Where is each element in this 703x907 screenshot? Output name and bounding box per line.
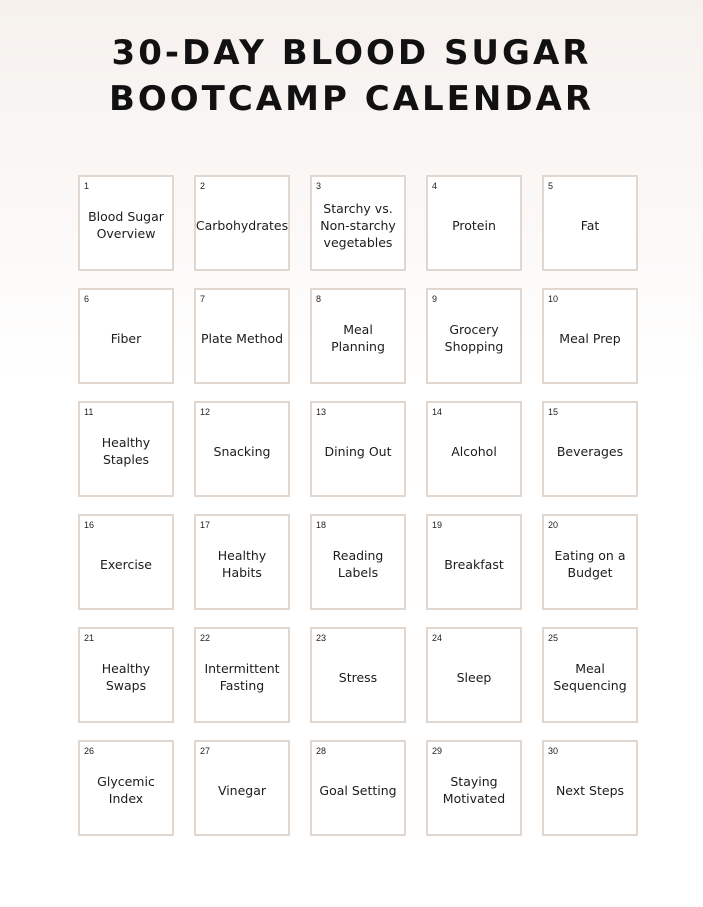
- day-number: 12: [200, 407, 211, 417]
- day-number: 21: [84, 633, 95, 643]
- day-cell: [194, 627, 290, 723]
- day-number: 20: [548, 520, 559, 530]
- day-number: 15: [548, 407, 559, 417]
- day-topic: Stress: [338, 669, 378, 685]
- day-cell: [426, 514, 522, 610]
- day-topic: Eating on a Budget: [554, 548, 626, 580]
- day-number: 17: [200, 520, 211, 530]
- day-topic: Breakfast: [444, 556, 504, 572]
- day-topic: Blood Sugar Overview: [88, 209, 164, 241]
- day-number: 5: [548, 181, 554, 191]
- day-topic: Meal Prep: [559, 330, 621, 346]
- day-cell: [542, 175, 638, 271]
- day-topic: Protein: [452, 217, 496, 233]
- day-cell: [426, 175, 522, 271]
- day-topic: Plate Method: [200, 330, 284, 346]
- day-topic: Healthy Staples: [101, 435, 151, 467]
- day-number: 23: [316, 633, 327, 643]
- day-topic: Carbohydrates: [195, 217, 289, 233]
- day-number: 16: [84, 520, 95, 530]
- day-cell: [426, 288, 522, 384]
- day-topic: Sleep: [456, 669, 492, 685]
- day-cell: [542, 627, 638, 723]
- day-topic: Healthy Swaps: [101, 661, 151, 693]
- day-cell: [78, 514, 174, 610]
- day-topic: Snacking: [213, 443, 271, 459]
- day-topic: Dining Out: [324, 443, 392, 459]
- day-number: 28: [316, 746, 327, 756]
- day-number: 18: [316, 520, 327, 530]
- day-number: 13: [316, 407, 327, 417]
- day-number: 27: [200, 746, 211, 756]
- day-number: 26: [84, 746, 95, 756]
- day-number: 19: [432, 520, 443, 530]
- day-number: 29: [432, 746, 443, 756]
- day-number: 14: [432, 407, 443, 417]
- day-number: 1: [84, 181, 90, 191]
- day-topic: Reading Labels: [332, 548, 384, 580]
- day-cell: [78, 627, 174, 723]
- day-cell: [542, 401, 638, 497]
- day-topic: Goal Setting: [319, 782, 397, 798]
- title-line-2: BOOTCAMP CALENDAR: [108, 79, 595, 119]
- day-number: 4: [432, 181, 438, 191]
- day-topic: Grocery Shopping: [444, 322, 504, 354]
- day-cell: [194, 514, 290, 610]
- day-cell: [542, 514, 638, 610]
- day-topic: Meal Planning: [331, 322, 385, 354]
- page-title: [0, 30, 703, 122]
- day-number: 11: [84, 407, 94, 417]
- day-topic: Next Steps: [555, 782, 625, 798]
- day-cell: [542, 288, 638, 384]
- day-number: 8: [316, 294, 322, 304]
- day-number: 10: [548, 294, 559, 304]
- day-number: 25: [548, 633, 559, 643]
- day-topic: Intermittent Fasting: [204, 661, 280, 693]
- day-cell: [310, 288, 406, 384]
- title-line-1: 30-DAY BLOOD SUGAR: [111, 33, 592, 73]
- day-number: 3: [316, 181, 322, 191]
- day-cell: [78, 401, 174, 497]
- day-topic: Beverages: [556, 443, 624, 459]
- day-cell: [426, 401, 522, 497]
- day-cell: [78, 740, 174, 836]
- day-number: 6: [84, 294, 90, 304]
- day-number: 30: [548, 746, 559, 756]
- day-cell: [310, 627, 406, 723]
- day-cell: [194, 288, 290, 384]
- day-cell: [310, 175, 406, 271]
- day-cell: [78, 288, 174, 384]
- day-cell: [194, 175, 290, 271]
- day-cell: [426, 740, 522, 836]
- day-cell: [310, 514, 406, 610]
- day-topic: Meal Sequencing: [553, 661, 627, 693]
- day-cell: [194, 740, 290, 836]
- day-cell: [426, 627, 522, 723]
- calendar-grid: [78, 175, 638, 836]
- day-number: 22: [200, 633, 211, 643]
- day-cell: [310, 401, 406, 497]
- day-topic: Glycemic Index: [97, 774, 155, 806]
- day-cell: [78, 175, 174, 271]
- day-number: 9: [432, 294, 438, 304]
- day-topic: Alcohol: [451, 443, 497, 459]
- day-number: 2: [200, 181, 206, 191]
- day-topic: Healthy Habits: [217, 548, 267, 580]
- day-topic: Fat: [580, 217, 600, 233]
- day-cell: [194, 401, 290, 497]
- day-topic: Starchy vs. Non-starchy vegetables: [320, 200, 396, 250]
- day-number: 7: [200, 294, 206, 304]
- day-topic: Staying Motivated: [442, 774, 506, 806]
- day-cell: [310, 740, 406, 836]
- day-topic: Exercise: [99, 556, 152, 572]
- day-topic: Vinegar: [217, 782, 267, 798]
- day-topic: Fiber: [110, 330, 142, 346]
- day-number: 24: [432, 633, 443, 643]
- day-cell: [542, 740, 638, 836]
